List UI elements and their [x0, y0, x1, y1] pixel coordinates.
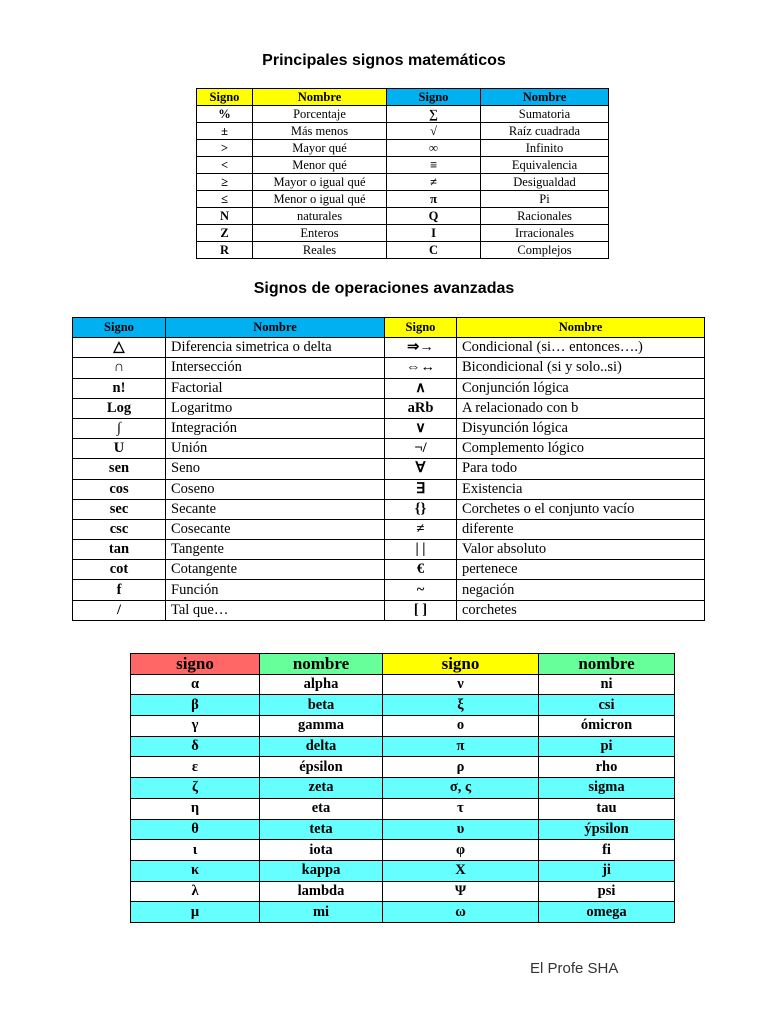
name-cell: omega	[539, 902, 675, 923]
sign-cell: I	[387, 225, 481, 242]
table-row	[73, 439, 705, 459]
sign-cell: cot	[73, 560, 166, 580]
sign-cell: α	[131, 674, 260, 695]
name-cell: csi	[539, 695, 675, 716]
name-cell: Irracionales	[481, 225, 609, 242]
sign-cell: ν	[383, 674, 539, 695]
name-cell: Cotangente	[166, 560, 385, 580]
name-cell: zeta	[260, 778, 383, 799]
name-cell: negación	[457, 580, 705, 600]
table-row	[197, 242, 609, 259]
sign-cell: μ	[131, 902, 260, 923]
table-header-row	[73, 318, 705, 338]
table-row	[131, 736, 675, 757]
name-cell: Función	[166, 580, 385, 600]
name-cell: Factorial	[166, 378, 385, 398]
sign-cell: C	[387, 242, 481, 259]
sign-cell: sen	[73, 459, 166, 479]
name-cell: delta	[260, 736, 383, 757]
sign-cell: f	[73, 580, 166, 600]
sign-cell: δ	[131, 736, 260, 757]
sign-cell: %	[197, 106, 253, 123]
header-cell: Signo	[385, 318, 457, 338]
name-cell: sigma	[539, 778, 675, 799]
name-cell: teta	[260, 819, 383, 840]
table-row	[197, 208, 609, 225]
name-cell: Existencia	[457, 479, 705, 499]
sign-cell: △	[73, 338, 166, 358]
table-row	[73, 519, 705, 539]
table-row	[131, 819, 675, 840]
name-cell: Coseno	[166, 479, 385, 499]
table-row	[131, 778, 675, 799]
section-title: Signos de operaciones avanzadas	[253, 280, 515, 297]
sign-cell: >	[197, 140, 253, 157]
name-cell: Complejos	[481, 242, 609, 259]
header-cell: Nombre	[253, 89, 387, 106]
header-cell: nombre	[539, 654, 675, 675]
sign-cell: csc	[73, 519, 166, 539]
sign-cell: β	[131, 695, 260, 716]
name-cell: Cosecante	[166, 519, 385, 539]
header-cell: Signo	[387, 89, 481, 106]
sign-cell: ∨	[385, 418, 457, 438]
sign-cell: {}	[385, 499, 457, 519]
name-cell: kappa	[260, 860, 383, 881]
advanced-operations-table	[72, 317, 705, 621]
name-cell: Mayor o igual qué	[253, 174, 387, 191]
name-cell: Sumatoria	[481, 106, 609, 123]
name-cell: diferente	[457, 519, 705, 539]
name-cell: fi	[539, 840, 675, 861]
sign-cell: [ ]	[385, 600, 457, 620]
table-row	[197, 106, 609, 123]
table-row	[131, 674, 675, 695]
name-cell: ji	[539, 860, 675, 881]
table-row	[73, 479, 705, 499]
name-cell: Desigualdad	[481, 174, 609, 191]
name-cell: Condicional (si… entonces….)	[457, 338, 705, 358]
name-cell: Equivalencia	[481, 157, 609, 174]
sign-cell: λ	[131, 881, 260, 902]
name-cell: tau	[539, 798, 675, 819]
name-cell: Disyunción lógica	[457, 418, 705, 438]
name-cell: mi	[260, 902, 383, 923]
name-cell: Unión	[166, 439, 385, 459]
sign-cell: σ, ς	[383, 778, 539, 799]
sign-cell: sec	[73, 499, 166, 519]
sign-cell: /	[73, 600, 166, 620]
name-cell: Infinito	[481, 140, 609, 157]
name-cell: Para todo	[457, 459, 705, 479]
sign-cell: cos	[73, 479, 166, 499]
table-row	[131, 695, 675, 716]
sign-cell: ∫	[73, 418, 166, 438]
header-cell: Signo	[197, 89, 253, 106]
sign-cell: R	[197, 242, 253, 259]
name-cell: gamma	[260, 716, 383, 737]
sign-cell: ∩	[73, 358, 166, 378]
table-row	[73, 398, 705, 418]
header-cell: Nombre	[166, 318, 385, 338]
name-cell: Complemento lógico	[457, 439, 705, 459]
table-row	[73, 499, 705, 519]
name-cell: ómicron	[539, 716, 675, 737]
author-footer: El Profe SHA	[530, 960, 619, 977]
name-cell: Menor o igual qué	[253, 191, 387, 208]
sign-cell: ∧	[385, 378, 457, 398]
sign-cell: ∃	[385, 479, 457, 499]
sign-cell: υ	[383, 819, 539, 840]
table-row	[131, 902, 675, 923]
header-cell: Nombre	[481, 89, 609, 106]
name-cell: Más menos	[253, 123, 387, 140]
sign-cell: φ	[383, 840, 539, 861]
name-cell: ni	[539, 674, 675, 695]
table-row	[197, 157, 609, 174]
name-cell: Racionales	[481, 208, 609, 225]
sign-cell: θ	[131, 819, 260, 840]
name-cell: Menor qué	[253, 157, 387, 174]
table-row	[131, 840, 675, 861]
name-cell: alpha	[260, 674, 383, 695]
table-row	[73, 358, 705, 378]
table-row	[73, 378, 705, 398]
table-row	[197, 140, 609, 157]
sign-cell: Q	[387, 208, 481, 225]
sign-cell: ε	[131, 757, 260, 778]
sign-cell: ∑	[387, 106, 481, 123]
name-cell: Reales	[253, 242, 387, 259]
name-cell: Porcentaje	[253, 106, 387, 123]
sign-cell: ≡	[387, 157, 481, 174]
sign-cell: U	[73, 439, 166, 459]
table-row	[73, 338, 705, 358]
table-row	[73, 580, 705, 600]
sign-cell: Z	[197, 225, 253, 242]
name-cell: Raíz cuadrada	[481, 123, 609, 140]
name-cell: A relacionado con b	[457, 398, 705, 418]
name-cell: Secante	[166, 499, 385, 519]
sign-cell: γ	[131, 716, 260, 737]
table-header-row	[131, 654, 675, 675]
sign-cell: ζ	[131, 778, 260, 799]
name-cell: Corchetes o el conjunto vacío	[457, 499, 705, 519]
header-cell: Nombre	[457, 318, 705, 338]
table-row	[73, 560, 705, 580]
sign-cell: κ	[131, 860, 260, 881]
sign-cell: ¬/	[385, 439, 457, 459]
table-header-row	[197, 89, 609, 106]
sign-cell: X	[383, 860, 539, 881]
sign-cell: π	[383, 736, 539, 757]
sign-cell: Ψ	[383, 881, 539, 902]
sign-cell: ∀	[385, 459, 457, 479]
greek-alphabet-table	[130, 653, 675, 923]
table-row	[73, 540, 705, 560]
sign-cell: ο	[383, 716, 539, 737]
sign-cell: n!	[73, 378, 166, 398]
name-cell: rho	[539, 757, 675, 778]
sign-cell: Log	[73, 398, 166, 418]
sign-cell: ≠	[387, 174, 481, 191]
sign-cell: η	[131, 798, 260, 819]
name-cell: Conjunción lógica	[457, 378, 705, 398]
sign-cell: €	[385, 560, 457, 580]
name-cell: épsilon	[260, 757, 383, 778]
sign-cell: <	[197, 157, 253, 174]
sign-cell: ξ	[383, 695, 539, 716]
table-row	[131, 716, 675, 737]
sign-cell: | |	[385, 540, 457, 560]
name-cell: Tangente	[166, 540, 385, 560]
name-cell: Pi	[481, 191, 609, 208]
table-row	[73, 459, 705, 479]
name-cell: Seno	[166, 459, 385, 479]
sign-cell: ⇔↔	[385, 358, 457, 378]
name-cell: lambda	[260, 881, 383, 902]
name-cell: eta	[260, 798, 383, 819]
sign-cell: N	[197, 208, 253, 225]
name-cell: Diferencia simetrica o delta	[166, 338, 385, 358]
sign-cell: ρ	[383, 757, 539, 778]
sign-cell: τ	[383, 798, 539, 819]
name-cell: Intersección	[166, 358, 385, 378]
name-cell: ýpsilon	[539, 819, 675, 840]
table-row	[197, 191, 609, 208]
table-row	[197, 174, 609, 191]
table-row	[73, 600, 705, 620]
table-row	[197, 225, 609, 242]
header-cell: nombre	[260, 654, 383, 675]
name-cell: corchetes	[457, 600, 705, 620]
name-cell: Integración	[166, 418, 385, 438]
sign-cell: ±	[197, 123, 253, 140]
name-cell: pertenece	[457, 560, 705, 580]
sign-cell: ⇒→	[385, 338, 457, 358]
table-row	[131, 860, 675, 881]
header-cell: signo	[131, 654, 260, 675]
sign-cell: ≤	[197, 191, 253, 208]
name-cell: naturales	[253, 208, 387, 225]
table-row	[73, 418, 705, 438]
table-row	[197, 123, 609, 140]
name-cell: Logaritmo	[166, 398, 385, 418]
sign-cell: ≠	[385, 519, 457, 539]
name-cell: psi	[539, 881, 675, 902]
sign-cell: ι	[131, 840, 260, 861]
sign-cell: ω	[383, 902, 539, 923]
sign-cell: ≥	[197, 174, 253, 191]
name-cell: pi	[539, 736, 675, 757]
sign-cell: ~	[385, 580, 457, 600]
name-cell: Mayor qué	[253, 140, 387, 157]
sign-cell: ∞	[387, 140, 481, 157]
table-row	[131, 798, 675, 819]
table-row	[131, 881, 675, 902]
sign-cell: tan	[73, 540, 166, 560]
sign-cell: √	[387, 123, 481, 140]
sign-cell: aRb	[385, 398, 457, 418]
page-title: Principales signos matemáticos	[262, 52, 506, 69]
sign-cell: π	[387, 191, 481, 208]
math-signs-table	[196, 88, 609, 259]
table-row	[131, 757, 675, 778]
header-cell: Signo	[73, 318, 166, 338]
name-cell: Bicondicional (si y solo..si)	[457, 358, 705, 378]
name-cell: iota	[260, 840, 383, 861]
header-cell: signo	[383, 654, 539, 675]
name-cell: Valor absoluto	[457, 540, 705, 560]
name-cell: Tal que…	[166, 600, 385, 620]
name-cell: Enteros	[253, 225, 387, 242]
name-cell: beta	[260, 695, 383, 716]
